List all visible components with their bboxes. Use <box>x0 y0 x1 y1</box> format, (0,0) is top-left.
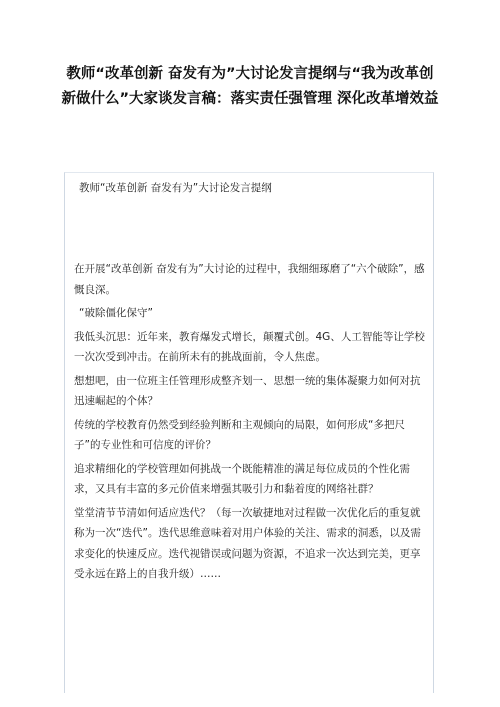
paragraph: “破除僵化保守” <box>79 307 153 319</box>
section-subheading: 教师“改革创新 奋发有为”大讨论发言提纲 <box>79 182 272 194</box>
paragraph: 我低头沉思：近年来，教育爆发式增长，颠覆式创。4G、人工智能等让学校一次次受到冲击。在前所未有的挑战面前，令人焦虑。 <box>74 330 425 363</box>
document-body <box>74 259 430 588</box>
paragraph: 在开展“改革创新 奋发有为”大讨论的过程中，我细细琢磨了“六个破除”，感慨良深。 <box>74 263 425 296</box>
paragraph: 想想吧，由一位班主任管理形成整齐划一、思想一统的集体凝聚力如何对抗迅速崛起的个体？ <box>74 374 421 407</box>
document-title: 教师“改革创新 奋发有为”大讨论发言提纲与“我为改革创新做什么”大家谈发言稿：落实责任强管理 深化改革增效益 <box>61 66 439 107</box>
paragraph: 传统的学校教育仍然受到经验判断和主观倾向的局限，如何形成“多把尺子”的专业性和可信度的评价？ <box>74 418 405 451</box>
paragraph: 堂堂清节节清如何适应迭代？（每一次敏捷地对过程做一次优化后的重复就称为一次“迭代”。迭代思维意味着对用户体验的关注、需求的洞悉，以及需求变化的快速反应。迭代视错误或问题为资源，不追求一次达到完美，更享受永远在路上的自我升级）…… <box>74 506 421 580</box>
paragraph: 追求精细化的学校管理如何挑战一个既能精准的满足每位成员的个性化需求，又具有丰富的多元价值来增强其吸引力和黏着度的网络社群？ <box>74 462 410 495</box>
